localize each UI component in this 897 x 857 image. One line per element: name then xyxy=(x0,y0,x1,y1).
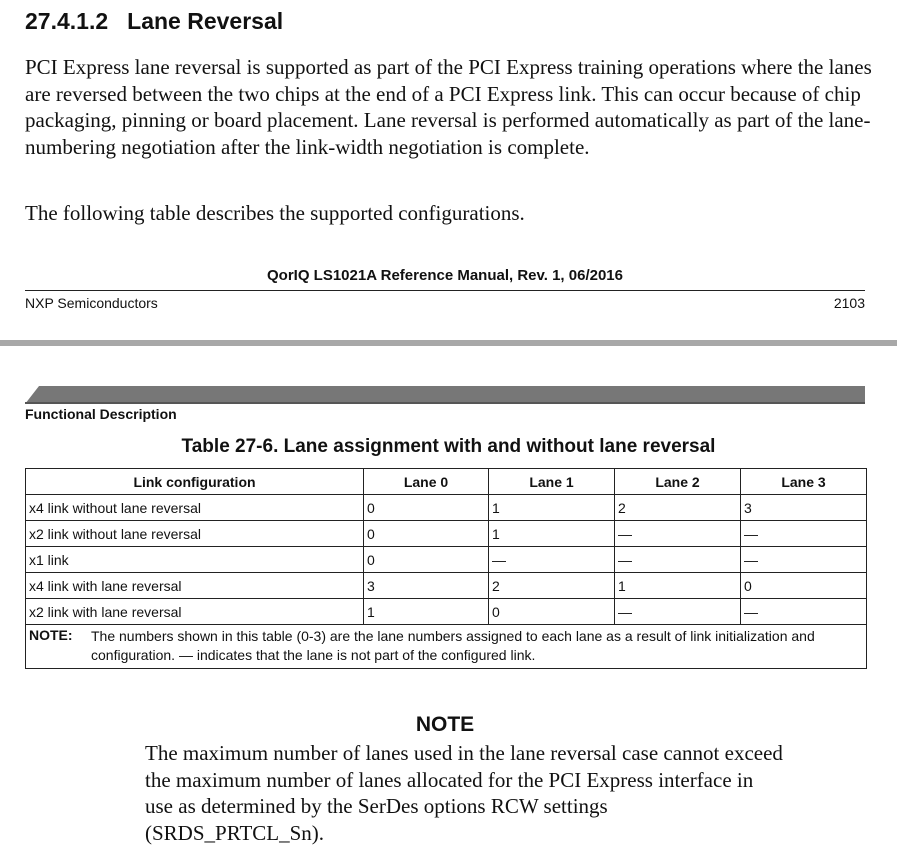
table-note-cell xyxy=(26,625,867,669)
running-header-band xyxy=(25,386,865,404)
table-cell: 0 xyxy=(741,573,867,599)
table-cell: 0 xyxy=(364,495,489,521)
column-header: Link configuration xyxy=(26,469,364,495)
note-paragraph: The maximum number of lanes used in the lane reversal case cannot exceed the maximum number of lanes allocated for the PCI Express interface in use as determined by the SerDes options RCW settings (SRDS_PRTCL_Sn). xyxy=(145,741,783,845)
table-cell: 1 xyxy=(364,599,489,625)
footer-page-number: 2103 xyxy=(833,295,865,311)
lane-assignment-table xyxy=(25,468,867,669)
table-cell: — xyxy=(741,599,867,625)
table-cell: x2 link without lane reversal xyxy=(26,521,364,547)
table-cell: 2 xyxy=(489,573,615,599)
table-title: Table 27-6. Lane assignment with and without lane reversal xyxy=(181,436,716,457)
table-row xyxy=(26,599,867,625)
table-cell: — xyxy=(615,599,741,625)
table-cell: — xyxy=(615,521,741,547)
footer-divider xyxy=(25,290,865,291)
column-header: Lane 0 xyxy=(364,469,489,495)
section-title: Lane Reversal xyxy=(127,8,284,34)
table-cell: 2 xyxy=(615,495,741,521)
page-break-bar xyxy=(0,340,897,346)
column-header: Lane 3 xyxy=(741,469,867,495)
table-cell: x4 link with lane reversal xyxy=(26,573,364,599)
table-cell: 1 xyxy=(489,521,615,547)
table-note-label: NOTE: xyxy=(29,627,73,643)
section-heading xyxy=(25,8,283,35)
table-cell: x1 link xyxy=(26,547,364,573)
table-cell: — xyxy=(741,521,867,547)
table-row xyxy=(26,521,867,547)
footer-manual-title: QorIQ LS1021A Reference Manual, Rev. 1, 06/2016 xyxy=(266,267,623,284)
table-cell: — xyxy=(741,547,867,573)
note-heading: NOTE xyxy=(415,713,475,736)
table-cell: 1 xyxy=(489,495,615,521)
section-number: 27.4.1.2 xyxy=(25,8,109,34)
table-row xyxy=(26,495,867,521)
table-intro-paragraph: The following table describes the supported configurations. xyxy=(25,201,525,225)
table-header-row xyxy=(26,469,867,495)
table-cell: 0 xyxy=(489,599,615,625)
column-header: Lane 2 xyxy=(615,469,741,495)
table-cell: 0 xyxy=(364,547,489,573)
table-row xyxy=(26,547,867,573)
table-cell: x4 link without lane reversal xyxy=(26,495,364,521)
table-cell: 3 xyxy=(364,573,489,599)
table-note-row xyxy=(26,625,867,669)
table-cell: — xyxy=(489,547,615,573)
table-note-text: The numbers shown in this table (0-3) are the lane numbers assigned to each lane as a result of link initialization and configuration. — indicates that the lane is not part of the configured link. xyxy=(91,628,815,663)
table-row xyxy=(26,573,867,599)
table-cell: x2 link with lane reversal xyxy=(26,599,364,625)
footer-company: NXP Semiconductors xyxy=(25,295,158,311)
table-cell: 3 xyxy=(741,495,867,521)
table-cell: 0 xyxy=(364,521,489,547)
intro-paragraph: PCI Express lane reversal is supported as part of the PCI Express training operations where the lanes are reversed between the two chips at the end of a PCI Express link. This can occur because of chip packaging, pinning or board placement. Lane reversal is performed automatically as part of the lane-numbering negotiation after the link-width negotiation is complete. xyxy=(25,55,872,159)
table-cell: — xyxy=(615,547,741,573)
running-head: Functional Description xyxy=(25,406,177,422)
column-header: Lane 1 xyxy=(489,469,615,495)
table-cell: 1 xyxy=(615,573,741,599)
